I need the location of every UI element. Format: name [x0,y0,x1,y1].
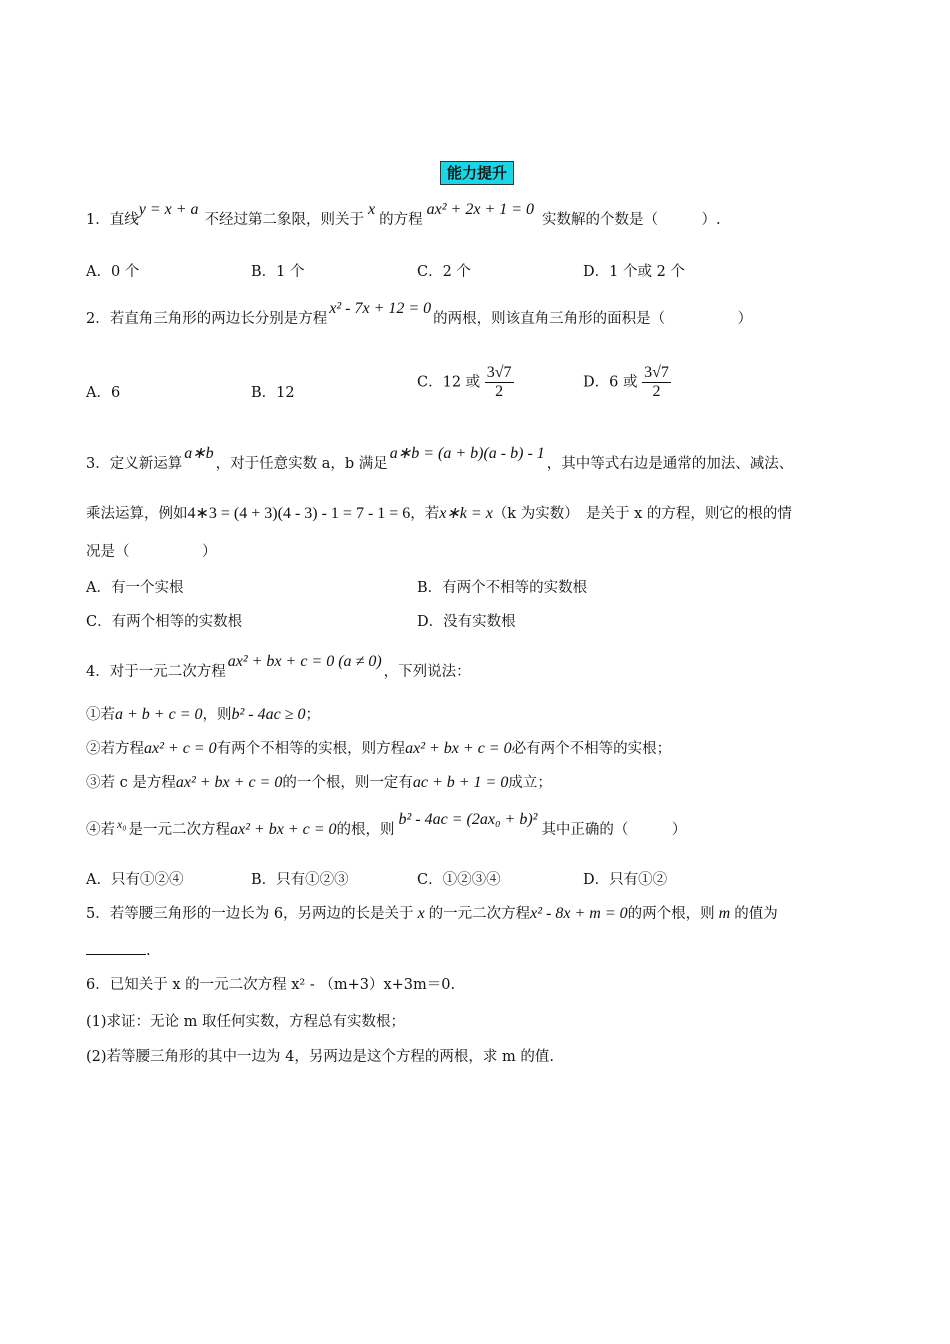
q2-equation: x² - 7x + 12 = 0 [329,300,432,317]
s4-text4: 其中正确的（ ） [541,822,687,838]
s4-text2: 是一元二次方程 [128,822,230,838]
s3-math: ax² + bx + c = 0 [175,774,283,791]
q1-text: 不经过第二象限，则关于 [204,212,365,228]
question-6: 6．已知关于 x 的一元二次方程 x² - （m+3）x+3m＝0. [86,977,456,993]
q5-prefix: 5．若等腰三角形的一边长为 6，另两边的长是关于 [86,906,414,922]
s4-math3: b² - 4ac = (2ax₀ + b)² [398,811,538,828]
fraction-numerator: 3√7 [644,364,669,381]
q3-line2-mid: ，若 [410,506,440,522]
q2-option-c-text: C．12 或 [417,374,481,391]
q1-var: x [368,201,376,218]
s1-text: ①若 [86,707,115,723]
q1-option-d: D．1 个或 2 个 [583,264,685,280]
s1-math: a + b + c = 0 [115,706,203,723]
q2-option-c-fraction [485,364,514,401]
q5-text: 的一元二次方程 [428,906,531,922]
q2-option-d [583,364,671,401]
q3-example: 4∗3 = (4 + 3)(4 - 3) - 1 = 7 - 1 = 6 [187,505,411,522]
q5-text2: 的两个根，则 [627,906,715,922]
q4-option-a: A．只有①②④ [86,872,184,888]
q6-part-1: (1)求证：无论 m 取任何实数，方程总有实数根； [86,1014,406,1030]
s4-math2: ax² + bx + c = 0 [230,821,337,838]
q4-option-b: B．只有①②③ [251,872,349,888]
q1-option-c: C．2 个 [417,264,471,280]
q4-option-d: D．只有①② [583,872,668,888]
q2-option-b: B．12 [251,385,295,401]
q5-suffix: 的值为 [734,906,778,922]
s2-text3: 必有两个不相等的实根； [511,741,672,757]
q3-equation: x∗k = x [439,505,493,522]
q2-suffix: 的两根，则该直角三角形的面积是（ ） [433,311,753,327]
q1-prefix: 1．直线 [86,212,139,228]
q2-option-a: A．6 [86,385,121,401]
q5-var2: m [718,905,731,922]
q3-text2: ，其中等式右边是通常的加法、减法、 [546,456,794,472]
q4-suffix: ，下列说法： [383,664,471,680]
s2-math2: ax² + bx + c = 0 [405,740,512,757]
q3-text: ，对于任意实数 a，b 满足 [215,456,388,472]
q3-option-b: B．有两个不相等的实数根 [417,580,588,596]
s3-text2: 的一个根，则一定有 [282,775,413,791]
q5-answer-line [86,940,151,959]
q4-statement-3 [86,771,552,792]
q5-equation: x² - 8x + m = 0 [530,905,628,922]
s4-text: ④若 [86,822,115,838]
s2-math: ax² + c = 0 [144,740,217,757]
s2-text2: 有两个不相等的实根，则方程 [216,741,406,757]
q3-option-a: A．有一个实根 [86,580,184,596]
q5-end: . [146,943,151,959]
q2-option-c [417,364,514,401]
question-5 [86,902,778,923]
q5-var: x [417,905,425,922]
q3-prefix: 3．定义新运算 [86,456,183,472]
q1-text2: 的方程 [379,212,423,228]
question-1 [86,201,721,229]
s4-text3: 的根，则 [336,822,395,838]
q4-statement-2 [86,737,671,758]
s1-math2: b² - 4ac ≥ 0 [231,706,306,723]
s3-text: ③若 c 是方程 [86,775,176,791]
q4-statement-4 [86,811,687,839]
q4-statement-1 [86,703,320,724]
q4-option-c: C．①②③④ [417,872,501,888]
q3-line2-suffix: （k 为实数） 是关于 x 的方程，则它的根的情 [492,506,792,522]
q4-prefix: 4．对于一元二次方程 [86,664,226,680]
question-4 [86,653,471,681]
fraction-numerator: 3√7 [486,364,512,381]
q2-prefix: 2．若直角三角形的两边长分别是方程 [86,311,328,327]
question-3-line-2 [86,502,792,523]
q1-option-a: A．0 个 [86,264,140,280]
q3-definition: a∗b = (a + b)(a - b) - 1 [389,445,545,462]
q3-line2-prefix: 乘法运算，例如 [86,506,188,522]
section-title: 能力提升 [440,161,514,185]
answer-blank [86,940,146,955]
question-2 [86,300,753,328]
fraction-denominator: 2 [652,383,661,400]
q1-option-b: B．1 个 [251,264,305,280]
q3-operation: a∗b [184,445,214,462]
q4-equation: ax² + bx + c = 0 (a ≠ 0) [227,653,382,670]
question-3-line-3: 况是（ ） [86,544,217,560]
s3-math2: ac + b + 1 = 0 [412,774,509,791]
question-3 [86,445,794,473]
q1-line-equation: y = x + a [138,201,199,218]
q3-option-c: C．有两个相等的实数根 [86,614,243,630]
q1-suffix: 实数解的个数是（ ）. [542,212,721,228]
q2-option-d-fraction [642,364,671,401]
s1-text2: ，则 [202,707,232,723]
q6-part-2: (2)若等腰三角形的其中一边为 4，另两边是这个方程的两根，求 m 的值. [86,1049,554,1065]
s3-text3: 成立； [508,775,552,791]
s2-text: ②若方程 [86,741,144,757]
q1-quadratic: ax² + 2x + 1 = 0 [426,201,535,218]
q3-option-d: D．没有实数根 [417,614,516,630]
fraction-denominator: 2 [495,383,504,400]
q2-option-d-text: D．6 或 [583,374,638,391]
s4-math: x₀ [117,817,127,831]
s1-text3: ； [305,707,321,723]
